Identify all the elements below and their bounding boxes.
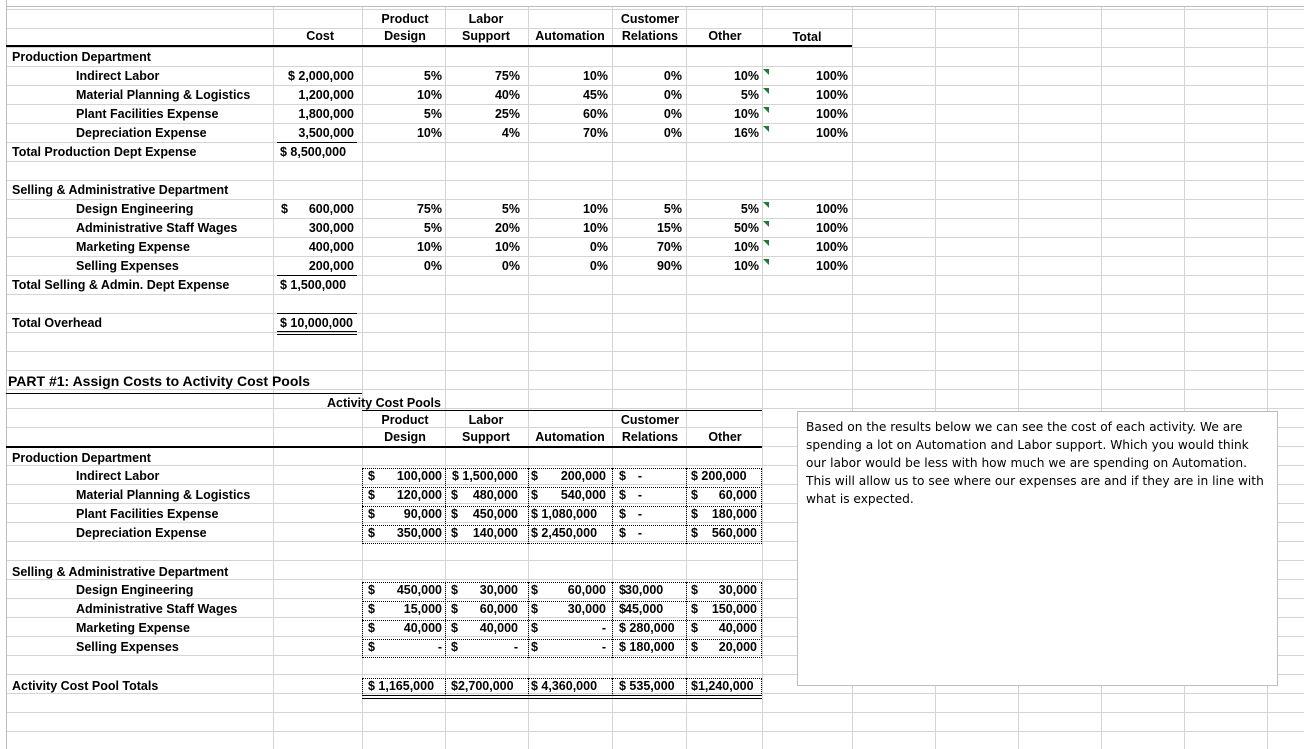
amt-product-design[interactable]: 450,000 (396, 583, 442, 597)
totals-double-rule (362, 698, 762, 699)
currency-symbol[interactable]: $ (619, 488, 626, 502)
pct-total[interactable]: 100% (816, 221, 848, 235)
currency-symbol[interactable]: $ (451, 583, 458, 597)
amt-other[interactable]: 60,000 (718, 488, 757, 502)
pct-product-design[interactable]: 10% (416, 88, 442, 102)
row-label[interactable]: Marketing Expense (76, 240, 190, 254)
p1-header-support[interactable]: Support (462, 430, 510, 444)
currency-symbol[interactable]: $ (451, 640, 458, 654)
totals-col-divider (445, 678, 446, 696)
p1-header-customer[interactable]: Customer (620, 413, 680, 427)
pools-title[interactable]: Activity Cost Pools (327, 396, 441, 410)
currency-symbol[interactable]: $ (451, 602, 458, 616)
totals-col-divider (528, 678, 529, 696)
pct-product-design[interactable]: 5% (423, 69, 442, 83)
amt-labor-support[interactable]: 40,000 (479, 621, 518, 635)
row-label[interactable]: Administrative Staff Wages (76, 602, 238, 616)
pct-product-design[interactable]: 75% (416, 202, 442, 216)
pct-total[interactable]: 100% (816, 240, 848, 254)
amt-customer-relations[interactable]: - (637, 507, 643, 521)
currency-symbol[interactable]: $ (691, 602, 698, 616)
amt-other[interactable]: 560,000 (711, 526, 757, 540)
pct-automation[interactable]: 60% (582, 107, 608, 121)
amt-product-design[interactable]: 40,000 (403, 621, 442, 635)
amt-product-design[interactable]: 350,000 (396, 526, 442, 540)
currency-symbol[interactable]: $ (368, 640, 375, 654)
amt-automation[interactable]: 60,000 (567, 583, 606, 597)
sa-total-value[interactable]: $ 1,500,000 (280, 278, 347, 292)
pct-product-design[interactable]: 0% (423, 259, 442, 273)
row-label[interactable]: Indirect Labor (76, 69, 160, 83)
cost-cell[interactable]: 3,500,000 (298, 126, 354, 140)
amt-labor-support[interactable]: - (513, 640, 518, 654)
currency-symbol[interactable]: $ (451, 507, 458, 521)
header-product[interactable]: Product (381, 12, 429, 26)
pct-total[interactable]: 100% (816, 69, 848, 83)
p1-prod-title[interactable]: Production Department (12, 451, 151, 465)
amt-other[interactable]: $ 200,000 (691, 469, 747, 483)
currency-symbol[interactable]: $ (619, 469, 626, 483)
pct-customer-relations[interactable]: 70% (656, 240, 682, 254)
pct-labor-support[interactable]: 5% (501, 202, 520, 216)
pct-labor-support[interactable]: 40% (494, 88, 520, 102)
amt-product-design[interactable]: 15,000 (403, 602, 442, 616)
currency-symbol[interactable]: $ (619, 526, 626, 540)
header-customer[interactable]: Customer (620, 12, 680, 26)
header-other[interactable]: Other (708, 29, 742, 43)
pct-labor-support[interactable]: 0% (501, 259, 520, 273)
p1-header-other[interactable]: Other (708, 430, 742, 444)
pct-other[interactable]: 5% (740, 202, 759, 216)
amt-automation[interactable]: $ 2,450,000 (531, 526, 598, 540)
prod-dept-title[interactable]: Production Department (12, 50, 151, 64)
amt-labor-support[interactable]: 140,000 (472, 526, 518, 540)
total-labor-support[interactable]: $2,700,000 (451, 679, 514, 693)
amt-customer-relations[interactable]: - (637, 469, 643, 483)
pct-automation[interactable]: 10% (582, 202, 608, 216)
cost-cell[interactable]: 1,200,000 (298, 88, 354, 102)
pct-customer-relations[interactable]: 0% (663, 107, 682, 121)
pct-labor-support[interactable]: 20% (494, 221, 520, 235)
currency-symbol[interactable]: $ (368, 469, 375, 483)
header-design[interactable]: Design (384, 29, 426, 43)
row-header-strip[interactable] (0, 0, 7, 749)
currency-symbol[interactable]: $ (619, 507, 626, 521)
totals-col-divider (686, 678, 687, 696)
amt-labor-support[interactable]: $ 1,500,000 (451, 469, 518, 483)
cost-cell[interactable]: 200,000 (308, 259, 354, 273)
currency-symbol[interactable]: $ (368, 602, 375, 616)
amt-product-design[interactable]: - (437, 640, 442, 654)
amt-other[interactable]: 30,000 (718, 583, 757, 597)
pct-customer-relations[interactable]: 15% (656, 221, 682, 235)
cost-cell[interactable]: 300,000 (308, 221, 354, 235)
cost-cell[interactable]: $ 2,000,000 (287, 69, 354, 83)
pct-other[interactable]: 10% (733, 69, 759, 83)
part1-rule (6, 393, 362, 394)
amt-automation[interactable]: - (601, 640, 606, 654)
row-label[interactable]: Material Planning & Logistics (76, 488, 251, 502)
pct-labor-support[interactable]: 10% (494, 240, 520, 254)
pct-product-design[interactable]: 10% (416, 240, 442, 254)
pct-total[interactable]: 100% (816, 107, 848, 121)
row-label[interactable]: Plant Facilities Expense (76, 107, 219, 121)
row-label[interactable]: Selling Expenses (76, 259, 179, 273)
total-top-rule (277, 313, 357, 314)
amt-product-design[interactable]: 100,000 (396, 469, 442, 483)
row-label[interactable]: Design Engineering (76, 583, 194, 597)
amt-customer-relations[interactable]: $ 180,000 (619, 640, 675, 654)
currency-symbol[interactable]: $ (691, 526, 698, 540)
amt-automation[interactable]: $ 1,080,000 (531, 507, 598, 521)
amt-product-design[interactable]: 90,000 (403, 507, 442, 521)
pct-total[interactable]: 100% (816, 126, 848, 140)
currency-symbol[interactable]: $ (531, 583, 538, 597)
row-label[interactable]: Marketing Expense (76, 621, 190, 635)
pct-other[interactable]: 10% (733, 107, 759, 121)
analysis-note-textbox[interactable]: Based on the results below we can see the cost of each activity. We are spending a lot on Automation and Labor support. Which you would think our labor would be less with how much we are spending on Automation. This will allow us to see where our expenses are and if they are in line with what is expected. (797, 411, 1278, 686)
currency-symbol[interactable]: $ (691, 583, 698, 597)
currency-symbol[interactable]: $ (691, 507, 698, 521)
sa-dept-title[interactable]: Selling & Administrative Department (12, 183, 229, 197)
pct-automation[interactable]: 70% (582, 126, 608, 140)
p1-header-labor[interactable]: Labor (468, 413, 504, 427)
part1-title[interactable]: PART #1: Assign Costs to Activity Cost Pools (8, 373, 311, 389)
overhead-value[interactable]: $ 10,000,000 (280, 316, 353, 330)
currency-symbol[interactable]: $ (691, 488, 698, 502)
amt-automation[interactable]: 30,000 (567, 602, 606, 616)
pct-customer-relations[interactable]: 0% (663, 69, 682, 83)
row-label[interactable]: Depreciation Expense (76, 126, 207, 140)
p1-totals-label[interactable]: Activity Cost Pool Totals (12, 679, 159, 693)
total-other[interactable]: $1,240,000 (691, 679, 754, 693)
currency-symbol[interactable]: $ (368, 526, 375, 540)
pct-labor-support[interactable]: 75% (494, 69, 520, 83)
pct-total[interactable]: 100% (816, 202, 848, 216)
pct-product-design[interactable]: 5% (423, 107, 442, 121)
pct-labor-support[interactable]: 25% (494, 107, 520, 121)
header-support[interactable]: Support (462, 29, 510, 43)
currency-symbol[interactable]: $ (691, 640, 698, 654)
totals-col-divider (612, 678, 613, 696)
pct-customer-relations[interactable]: 90% (656, 259, 682, 273)
p1-sa-title[interactable]: Selling & Administrative Department (12, 565, 229, 579)
header-automation[interactable]: Automation (535, 29, 605, 43)
pct-automation[interactable]: 10% (582, 69, 608, 83)
currency-symbol[interactable]: $ (531, 640, 538, 654)
cost-cell[interactable]: 400,000 (308, 240, 354, 254)
row-label[interactable]: Indirect Labor (76, 469, 160, 483)
cost-cell[interactable]: 600,000 (308, 202, 354, 216)
currency-symbol[interactable]: $ (368, 621, 375, 635)
pct-automation[interactable]: 45% (582, 88, 608, 102)
p1-header-product[interactable]: Product (381, 413, 429, 427)
amt-other[interactable]: 20,000 (718, 640, 757, 654)
cost-cell[interactable]: 1,800,000 (298, 107, 354, 121)
amt-other[interactable]: 180,000 (711, 507, 757, 521)
header-labor[interactable]: Labor (468, 12, 504, 26)
amt-automation[interactable]: 200,000 (560, 469, 606, 483)
amt-labor-support[interactable]: 480,000 (472, 488, 518, 502)
amt-customer-relations[interactable]: $ 280,000 (619, 621, 675, 635)
header-relations[interactable]: Relations (621, 29, 679, 43)
pct-automation[interactable]: 0% (589, 259, 608, 273)
total-automation[interactable]: $ 4,360,000 (531, 679, 598, 693)
total-product-design[interactable]: $ 1,165,000 (368, 679, 435, 693)
currency-symbol[interactable]: $ (368, 488, 375, 502)
currency-symbol[interactable]: $ (531, 602, 538, 616)
overhead-label[interactable]: Total Overhead (12, 316, 103, 330)
amt-labor-support[interactable]: 30,000 (479, 583, 518, 597)
currency-symbol[interactable]: $ (451, 621, 458, 635)
prod-total-value[interactable]: $ 8,500,000 (280, 145, 347, 159)
currency-symbol[interactable]: $ (619, 602, 626, 616)
p1-header-rule (6, 446, 762, 448)
pct-other[interactable]: 50% (733, 221, 759, 235)
pct-total[interactable]: 100% (816, 259, 848, 273)
row-label[interactable]: Material Planning & Logistics (76, 88, 251, 102)
currency-symbol[interactable]: $ (368, 507, 375, 521)
cost-currency-symbol[interactable]: $ (281, 202, 288, 216)
pct-total[interactable]: 100% (816, 88, 848, 102)
pct-automation[interactable]: 10% (582, 221, 608, 235)
pct-customer-relations[interactable]: 0% (663, 126, 682, 140)
amt-automation[interactable]: 540,000 (560, 488, 606, 502)
pools-title-rule (362, 410, 762, 411)
amt-automation[interactable]: - (601, 621, 606, 635)
pct-product-design[interactable]: 10% (416, 126, 442, 140)
pct-other[interactable]: 10% (733, 259, 759, 273)
currency-symbol[interactable]: $ (531, 469, 538, 483)
currency-symbol[interactable]: $ (691, 621, 698, 635)
row-label[interactable]: Depreciation Expense (76, 526, 207, 540)
pct-product-design[interactable]: 5% (423, 221, 442, 235)
currency-symbol[interactable]: $ (451, 526, 458, 540)
p1-header-automation[interactable]: Automation (535, 430, 605, 444)
amt-customer-relations[interactable]: 45,000 (625, 602, 664, 616)
amt-customer-relations[interactable]: 30,000 (625, 583, 664, 597)
amt-other[interactable]: 150,000 (711, 602, 757, 616)
pct-labor-support[interactable]: 4% (501, 126, 520, 140)
totals-double-rule (362, 695, 762, 696)
amt-other[interactable]: 40,000 (718, 621, 757, 635)
amt-customer-relations[interactable]: - (637, 526, 643, 540)
amt-product-design[interactable]: 120,000 (396, 488, 442, 502)
pct-customer-relations[interactable]: 0% (663, 88, 682, 102)
currency-symbol[interactable]: $ (531, 621, 538, 635)
row-label[interactable]: Plant Facilities Expense (76, 507, 219, 521)
p1-header-relations[interactable]: Relations (621, 430, 679, 444)
currency-symbol[interactable]: $ (531, 488, 538, 502)
header-rule (6, 45, 852, 47)
currency-symbol[interactable]: $ (619, 583, 626, 597)
header-total[interactable]: Total (792, 30, 822, 44)
column-header-strip[interactable] (0, 0, 1304, 7)
header-cost[interactable]: Cost (306, 29, 334, 43)
p1-header-design[interactable]: Design (384, 430, 426, 444)
row-label[interactable]: Selling Expenses (76, 640, 179, 654)
currency-symbol[interactable]: $ (368, 583, 375, 597)
amt-labor-support[interactable]: 450,000 (472, 507, 518, 521)
prod-total-label[interactable]: Total Production Dept Expense (12, 145, 197, 159)
sa-total-label[interactable]: Total Selling & Admin. Dept Expense (12, 278, 230, 292)
total-customer-relations[interactable]: $ 535,000 (619, 679, 675, 693)
row-label[interactable]: Design Engineering (76, 202, 194, 216)
currency-symbol[interactable]: $ (451, 488, 458, 502)
pct-automation[interactable]: 0% (589, 240, 608, 254)
amt-customer-relations[interactable]: - (637, 488, 643, 502)
row-label[interactable]: Administrative Staff Wages (76, 221, 238, 235)
pct-customer-relations[interactable]: 5% (663, 202, 682, 216)
pct-other[interactable]: 5% (740, 88, 759, 102)
total-double-rule (277, 334, 357, 335)
amt-labor-support[interactable]: 60,000 (479, 602, 518, 616)
total-double-rule (277, 331, 357, 332)
pct-other[interactable]: 10% (733, 240, 759, 254)
pct-other[interactable]: 16% (733, 126, 759, 140)
